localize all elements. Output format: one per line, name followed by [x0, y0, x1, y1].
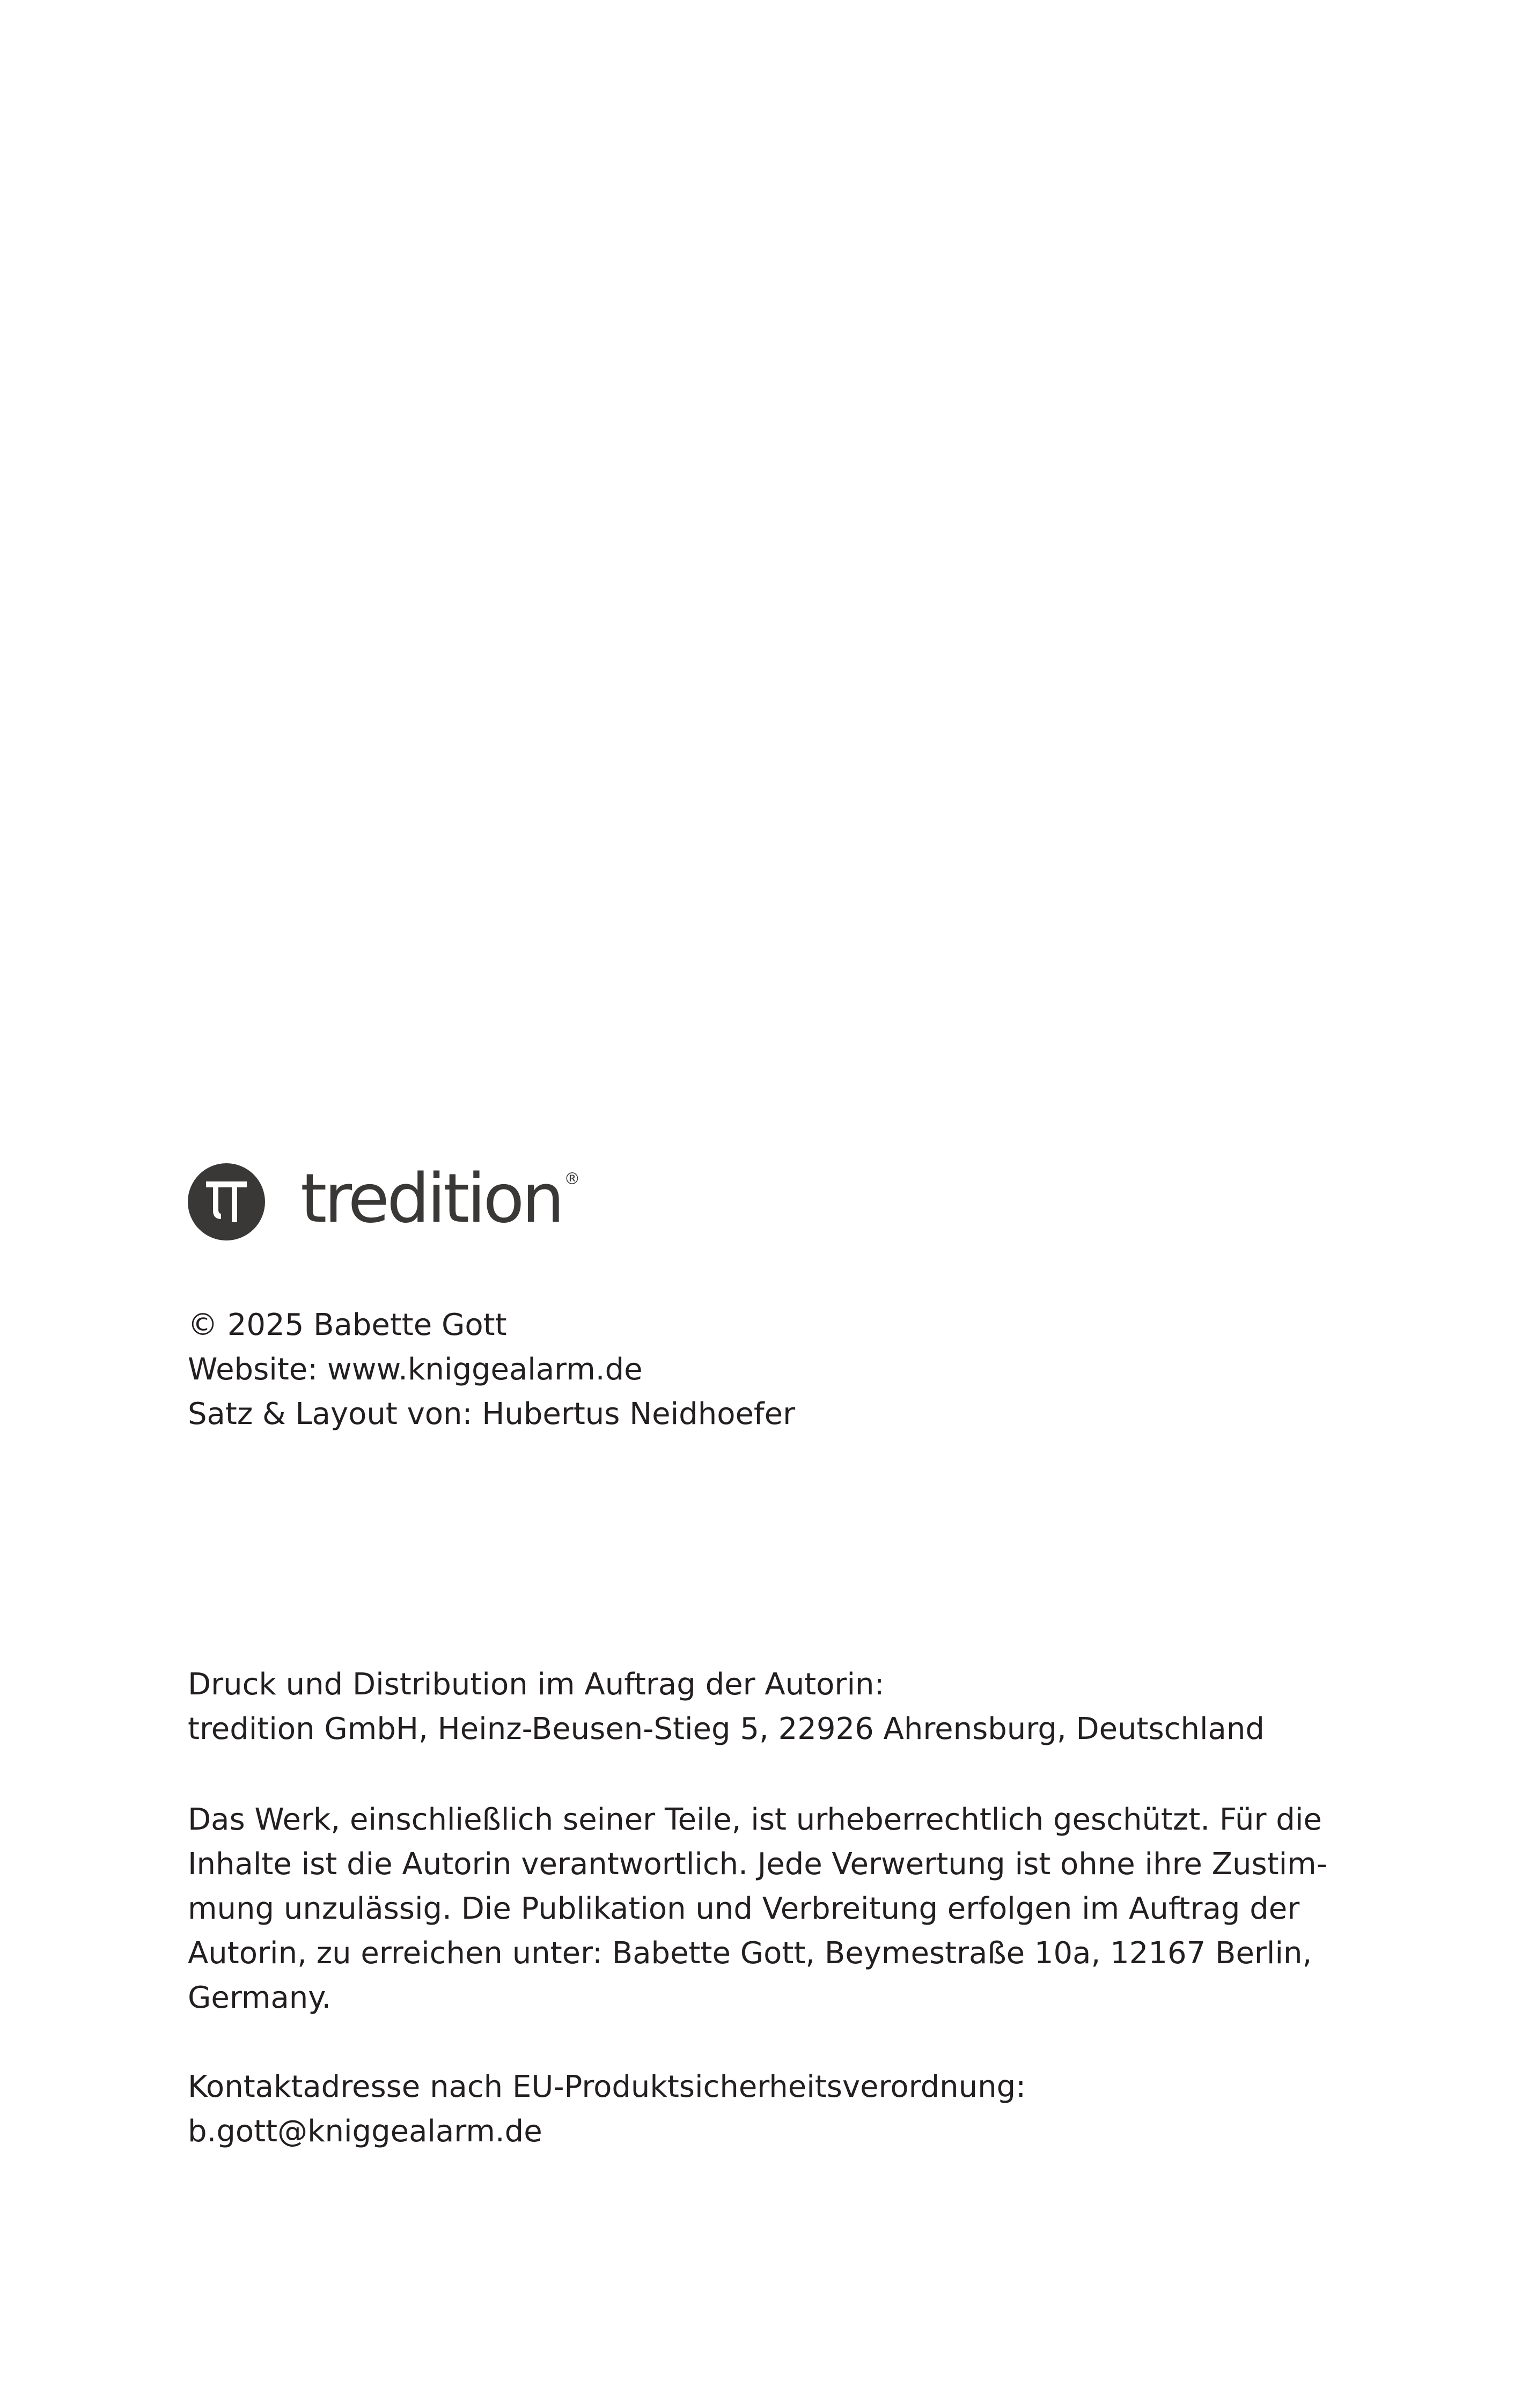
contact-email: b.gott@kniggealarm.de: [188, 2114, 542, 2149]
legal-line-2: Inhalte ist die Autorin verantwortlich. Jede Verwertung ist ohne ihre Zustim-: [188, 1847, 1327, 1882]
layout-credit-line: Satz & Layout von: Hubertus Neidhoefer: [188, 1397, 796, 1431]
tredition-wordmark: tredition ®: [300, 1159, 578, 1238]
legal-line-4: Autorin, zu erreichen unter: Babette Gott, Beymestraße 10a, 12167 Berlin,: [188, 1936, 1312, 1971]
legal-line-3: mung unzulässig. Die Publikation und Verbreitung erfolgen im Auftrag der: [188, 1891, 1300, 1926]
legal-line-1: Das Werk, einschließlich seiner Teile, ist urheberrechtlich geschützt. Für die: [188, 1802, 1322, 1837]
printing-line: Druck und Distribution im Auftrag der Autorin:: [188, 1667, 885, 1702]
publisher-address-line: tredition GmbH, Heinz-Beusen-Stieg 5, 22926 Ahrensburg, Deutschland: [188, 1712, 1265, 1746]
printing-block: [188, 1662, 1293, 1751]
contact-block: [188, 2065, 1293, 2154]
legal-notice-block: [188, 1797, 1327, 2020]
tredition-logo-icon: [188, 1163, 265, 1240]
contact-label: Kontaktadresse nach EU-Produktsicherheitsverordnung:: [188, 2069, 1026, 2104]
copyright-block: [188, 1303, 1293, 1436]
website-line: Website: www.kniggealarm.de: [188, 1352, 643, 1387]
registered-mark: ®: [564, 1170, 578, 1188]
legal-line-5: Germany.: [188, 1980, 332, 2015]
copyright-line: © 2025 Babette Gott: [188, 1308, 507, 1342]
tredition-logo: [188, 1159, 578, 1240]
